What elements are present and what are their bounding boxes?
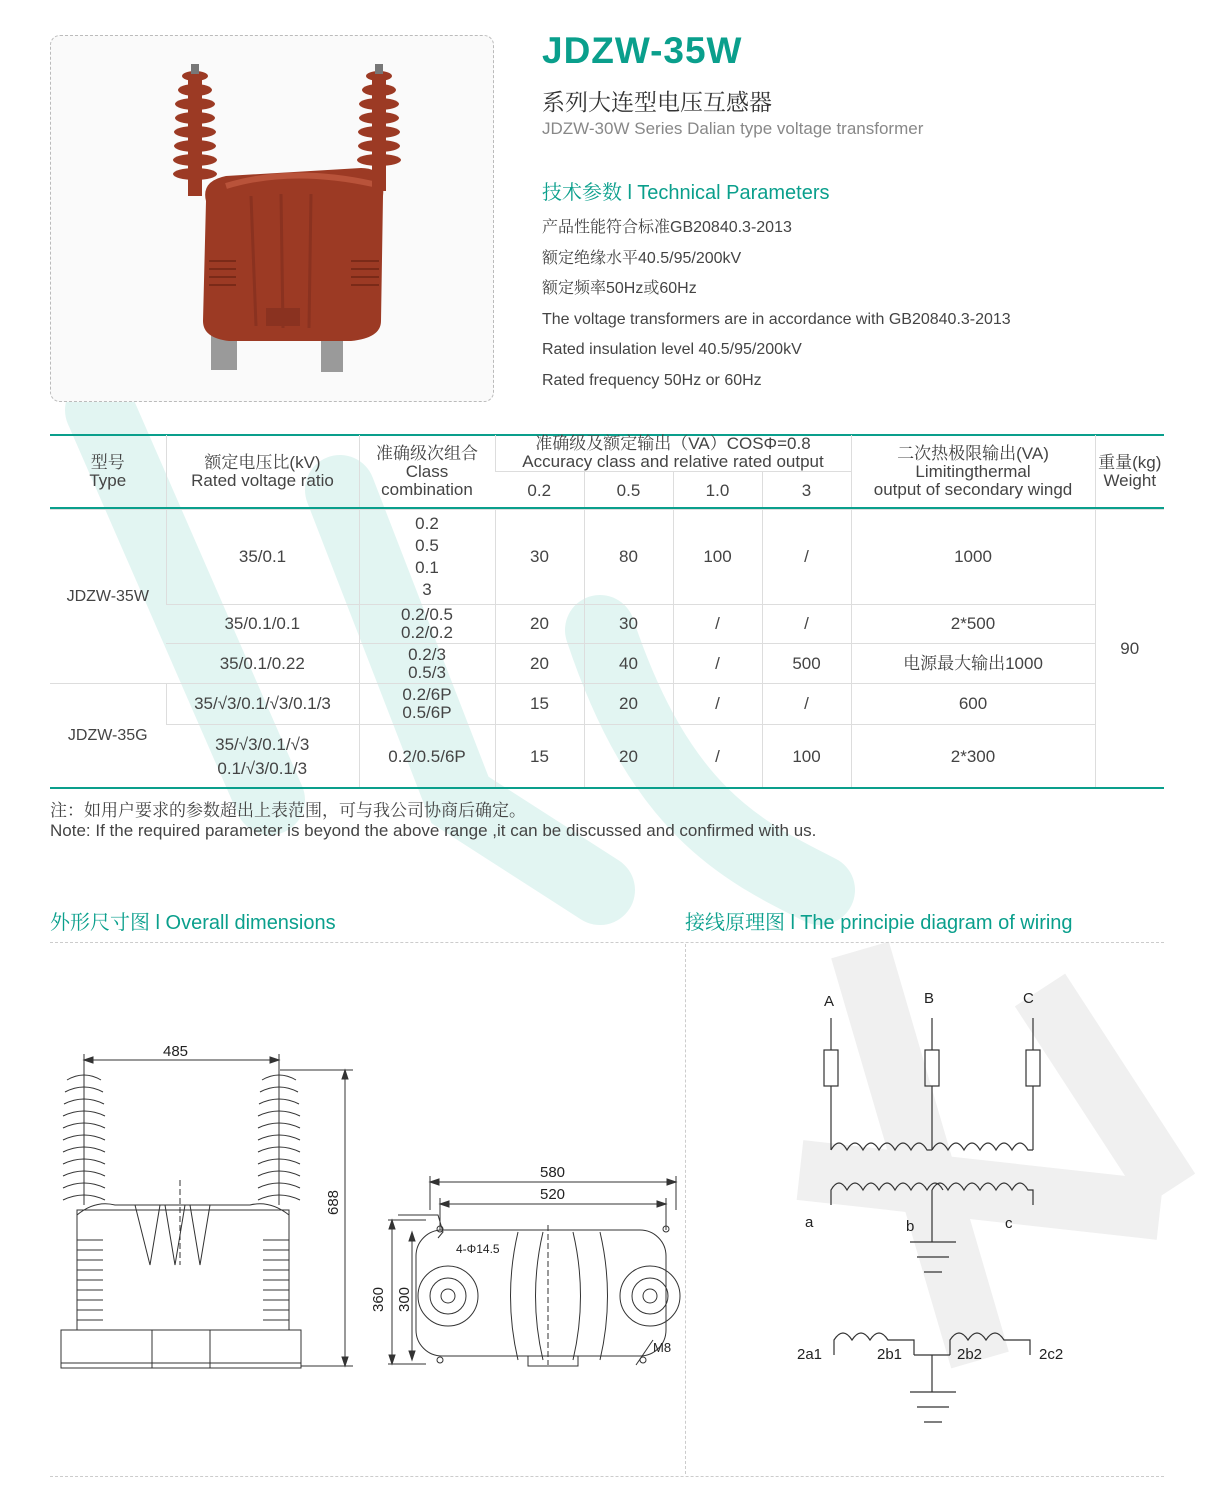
limit-cell: 电源最大输出1000 — [851, 644, 1095, 684]
value-cell: / — [762, 510, 851, 605]
param-line: Rated insulation level 40.5/95/200kV — [542, 341, 802, 359]
terminal-A: A — [824, 993, 835, 1010]
ratio-cell: 35/0.1/0.1 — [166, 605, 359, 644]
transformer-illustration — [51, 36, 493, 401]
spec-table — [50, 435, 1164, 789]
dim-520: 520 — [540, 1186, 566, 1203]
weight-cell: 90 — [1095, 510, 1164, 789]
terminal-2c2: 2c2 — [1039, 1346, 1064, 1363]
ratio-cell: 35/√3/0.1/√3/0.1/3 — [166, 684, 359, 725]
dims-title: 外形尺寸图 l Overall dimensions — [50, 912, 336, 934]
ratio-cell: 35/√3/0.1/√3 0.1/√3/0.1/3 — [215, 734, 310, 778]
type-cell: JDZW-35W — [50, 510, 166, 684]
limit-cell: 2*500 — [851, 605, 1095, 644]
limit-cell: 600 — [851, 684, 1095, 725]
dim-bolt: M8 — [653, 1340, 672, 1355]
terminal-a: a — [805, 1214, 814, 1231]
value-cell: 20 — [584, 725, 673, 789]
value-cell: 40 — [584, 644, 673, 684]
top-view-drawing — [378, 1170, 688, 1385]
table-row — [50, 644, 1164, 684]
value-cell: 20 — [495, 644, 584, 684]
class-cell: 0.2/0.5/6P — [359, 725, 495, 789]
limit-cell: 1000 — [851, 510, 1095, 605]
section-divider — [50, 942, 1164, 943]
note-en: Note: If the required parameter is beyond the above range ,it can be discussed and confirmed with us. — [50, 821, 817, 840]
header-acc-col: 0.2 — [495, 472, 584, 510]
header-accuracy: 准确级及额定输出（VA）COSΦ=0.8 Accuracy class and relative rated output — [495, 435, 851, 472]
param-line: 产品性能符合标准GB20840.3-2013 — [542, 219, 792, 236]
value-cell: 30 — [495, 510, 584, 605]
value-cell: 15 — [495, 725, 584, 789]
class-cell: 0.2/6P 0.5/6P — [359, 684, 495, 725]
table-header-rule — [50, 507, 1164, 509]
terminal-B: B — [924, 990, 935, 1007]
param-line: 额定频率50Hz或60Hz — [542, 280, 697, 298]
header-class: 准确级次组合 Class combination — [359, 435, 495, 510]
value-cell: 500 — [762, 644, 851, 684]
value-cell: 100 — [673, 510, 762, 605]
terminal-c: c — [1005, 1215, 1013, 1232]
product-photo — [50, 35, 494, 402]
subtitle-cn: 系列大连型电压互感器 — [542, 90, 772, 116]
dim-360: 360 — [370, 1286, 387, 1312]
value-cell: / — [762, 605, 851, 644]
wiring-title: 接线原理图 l The principie diagram of wiring — [685, 912, 1073, 934]
type-cell: JDZW-35G — [67, 727, 148, 745]
value-cell: 30 — [584, 605, 673, 644]
terminal-2b1: 2b1 — [877, 1346, 903, 1363]
terminal-C: C — [1023, 990, 1034, 1007]
table-bottom-rule — [50, 787, 1164, 789]
front-view-drawing — [55, 1040, 365, 1380]
param-line: 额定绝缘水平40.5/95/200kV — [542, 249, 742, 267]
value-cell: 100 — [762, 725, 851, 789]
model-title: JDZW-35W — [542, 30, 743, 71]
note-cn: 注：如用户要求的参数超出上表范围，可与我公司协商后确定。 — [50, 801, 526, 820]
value-cell: 80 — [584, 510, 673, 605]
param-line: Rated frequency 50Hz or 60Hz — [542, 371, 762, 389]
bottom-divider — [50, 1476, 1164, 1477]
tech-params — [542, 213, 1011, 397]
value-cell: / — [673, 684, 762, 725]
value-cell: / — [673, 644, 762, 684]
dim-300: 300 — [396, 1286, 413, 1312]
header-ratio: 额定电压比(kV) Rated voltage ratio — [166, 435, 359, 510]
subtitle-en: JDZW-30W Series Dalian type voltage transformer — [542, 119, 924, 138]
header-limiting: 二次热极限输出(VA) Limitingthermal output of secondary wingd — [851, 435, 1095, 510]
param-line: The voltage transformers are in accordance with GB20840.3-2013 — [542, 310, 1011, 328]
tech-title: 技术参数 l Technical Parameters — [542, 182, 830, 204]
dim-holes: 4-Φ14.5 — [456, 1242, 500, 1256]
header-weight: 重量(kg) Weight — [1095, 435, 1164, 510]
table-row — [50, 605, 1164, 644]
value-cell: / — [673, 725, 762, 789]
table-row — [50, 684, 1164, 725]
terminal-b: b — [906, 1218, 915, 1235]
value-cell: / — [762, 684, 851, 725]
ratio-cell: 35/0.1/0.22 — [166, 644, 359, 684]
header-acc-col: 1.0 — [673, 472, 762, 510]
dim-688: 688 — [325, 1189, 342, 1215]
header-type: 型号 Type — [50, 435, 166, 510]
value-cell: 15 — [495, 684, 584, 725]
header-acc-col: 0.5 — [584, 472, 673, 510]
limit-cell: 2*300 — [851, 725, 1095, 789]
dim-485: 485 — [163, 1043, 189, 1060]
ratio-cell: 35/0.1 — [166, 510, 359, 605]
value-cell: 20 — [495, 605, 584, 644]
table-row — [50, 510, 1164, 605]
class-cell: 0.2/0.5 0.2/0.2 — [359, 605, 495, 644]
terminal-2a1: 2a1 — [797, 1346, 823, 1363]
class-cell: 0.2 0.5 0.1 3 — [359, 510, 495, 605]
header-acc-col: 3 — [762, 472, 851, 510]
table-row — [50, 725, 1164, 789]
class-cell: 0.2/3 0.5/3 — [359, 644, 495, 684]
terminal-2b2: 2b2 — [957, 1346, 983, 1363]
value-cell: / — [673, 605, 762, 644]
value-cell: 20 — [584, 684, 673, 725]
dim-580: 580 — [540, 1164, 566, 1181]
